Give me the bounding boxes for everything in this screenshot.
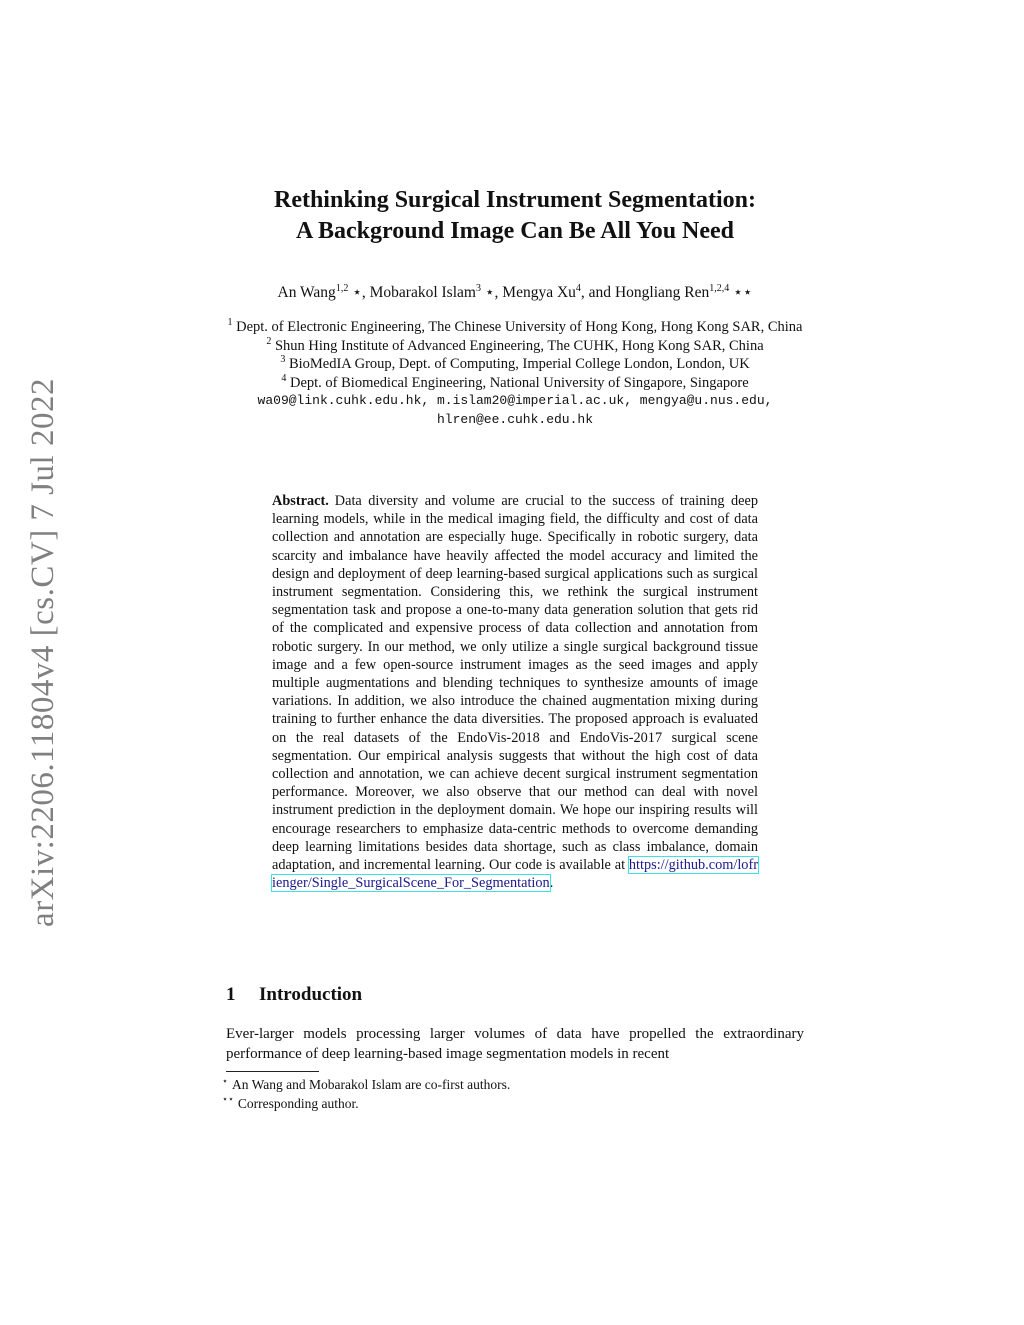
section-number: 1 — [226, 984, 236, 1005]
abstract-end: . — [549, 875, 554, 892]
affiliation-item — [222, 355, 808, 374]
author-affil-sup: 4 — [575, 282, 581, 294]
author-affil-sup: 3 — [475, 282, 481, 294]
author-list — [180, 283, 850, 303]
intro-paragraph: Ever-larger models processing larger volumes of data have propelled the extraordinary performance of deep learning-based image segmentation models in recent — [226, 1026, 804, 1062]
author-name: Mengya Xu — [502, 284, 576, 301]
email-line: wa09@link.cuhk.edu.hk, m.islam20@imperial.ac.uk, mengya@u.nus.edu, — [257, 393, 773, 408]
author-name: Hongliang Ren — [614, 284, 710, 301]
author-separator: , — [361, 284, 370, 301]
code-repository-link[interactable]: https://github.com/lofrienger/Single_SurgicalScene_For_Segmentation — [272, 857, 758, 892]
abstract — [272, 492, 758, 892]
footnote-item — [222, 1095, 802, 1114]
affiliation-text: Shun Hing Institute of Advanced Engineering, The CUHK, Hong Kong SAR, China — [274, 337, 764, 354]
author-mark: ⋆ — [480, 284, 495, 301]
affiliation-number: 2 — [266, 335, 272, 347]
author-affil-sup: 1,2,4 — [709, 282, 730, 294]
author-affil-sup: 1,2 — [335, 282, 349, 294]
footnote-mark: ⋆ — [222, 1076, 228, 1087]
affiliation-item — [222, 318, 808, 337]
affiliation-item — [222, 374, 808, 393]
author-mark: ⋆⋆ — [729, 284, 753, 301]
affiliation-text: Dept. of Electronic Engineering, The Chinese University of Hong Kong, Hong Kong SAR, China — [236, 319, 803, 335]
abstract-text: Data diversity and volume are crucial to the success of training deep learning models, while in the medical imaging field, the difficulty and cost of data collection and annotation are especially huge. Specifically in robotic surgery, data scarcity and imbalance have heavily affected the model accuracy and limited the design and deployment of deep learning-based surgical applications such as surgical instrument segmentation. Considering this, we rethink the surgical instrument segmentation task and propose a one-to-many data generation solution that gets rid of the complicated and expensive process of data collection and annotation from robotic surgery. In our method, we only utilize a single surgical background tissue image and a few open-source instrument images as the seed images and apply multiple augmentations and blending techniques to synthesize amounts of image variations. In addition, we also introduce the chained augmentation mixing during training to further enhance the data diversities. The proposed approach is evaluated on the real datasets of the EndoVis-2018 and EndoVis-2017 surgical scene segmentation. Our empirical analysis suggests that without the high cost of data collection and annotation, we can achieve decent surgical instrument segmentation performance. Moreover, we also observe that our method can deal with novel instrument prediction in the deployment domain. We hope our inspiring results will encourage researchers to emphasize data-centric methods to overcome demanding deep learning limitations besides data shortage, such as class imbalance, domain adaptation, and incremental learning. Our code is available at — [272, 493, 758, 874]
author-separator: , — [494, 284, 503, 301]
footnote-divider — [226, 1071, 319, 1072]
title-line-2: A Background Image Can Be All You Need — [295, 218, 735, 244]
author-separator: , and — [580, 284, 615, 301]
affiliation-item — [222, 337, 808, 356]
abstract-label: Abstract. — [272, 493, 329, 509]
footnote-list — [222, 1076, 802, 1113]
paper-title — [180, 185, 850, 247]
author-name: Mobarakol Islam — [369, 284, 476, 301]
arxiv-identifier-text: arXiv:2206.11804v4 [cs.CV] 7 Jul 2022 — [24, 377, 61, 927]
affiliation-number: 4 — [281, 372, 287, 384]
section-title: Introduction — [259, 984, 363, 1005]
title-line-1: Rethinking Surgical Instrument Segmentation: — [273, 187, 757, 213]
footnote-text: Corresponding author. — [237, 1095, 359, 1111]
affiliation-list — [222, 318, 808, 429]
author-mark: ⋆ — [348, 284, 362, 301]
arxiv-identifier — [18, 372, 68, 932]
footnote-item — [222, 1076, 802, 1095]
footnote-text: An Wang and Mobarakol Islam are co-first authors. — [231, 1077, 511, 1092]
email-line: hlren@ee.cuhk.edu.hk — [436, 411, 594, 427]
author-name: An Wang — [277, 284, 336, 301]
footnote-mark: ⋆⋆ — [222, 1095, 234, 1105]
affiliation-number: 1 — [227, 317, 233, 329]
email-list — [222, 392, 808, 429]
affiliation-number: 3 — [280, 354, 286, 366]
section-heading — [226, 984, 362, 1006]
affiliation-text: Dept. of Biomedical Engineering, National University of Singapore, Singapore — [289, 374, 749, 391]
affiliation-text: BioMedIA Group, Dept. of Computing, Imperial College London, London, UK — [288, 356, 750, 372]
